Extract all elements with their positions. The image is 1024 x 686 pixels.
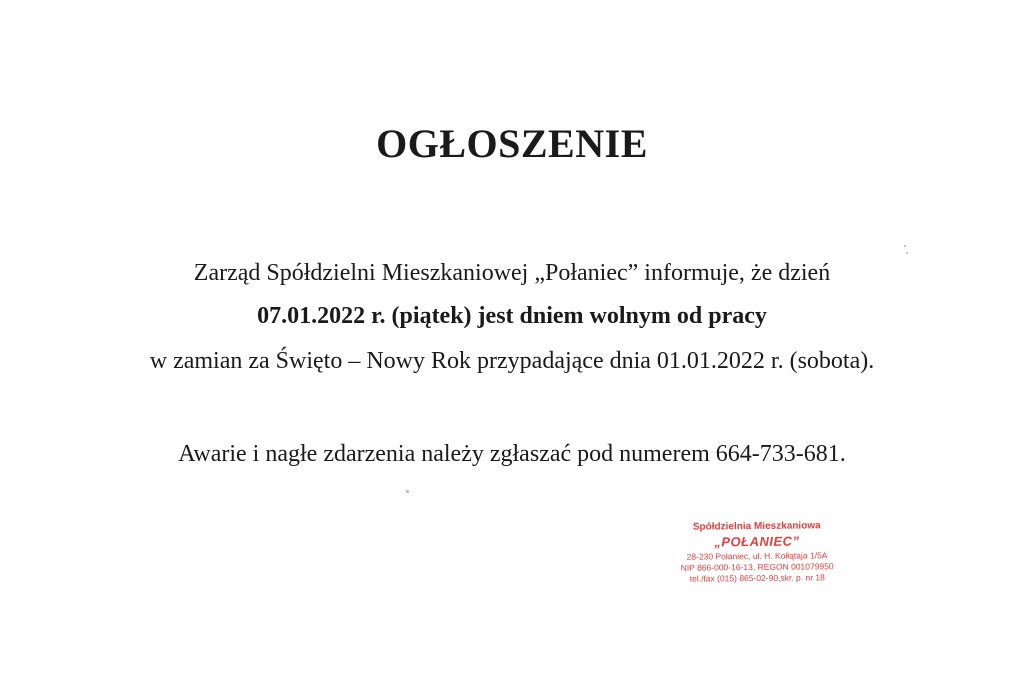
notice-line-reason: w zamian za Święto – Nowy Rok przypadające dnia 01.01.2022 r. (sobota). <box>149 348 875 374</box>
notice-line-intro: Zarząd Spółdzielni Mieszkaniowej „Połaniec” informuje, że dzień <box>193 260 831 286</box>
scan-speck <box>906 252 908 254</box>
stamp-organization: Spółdzielnia Mieszkaniowa <box>692 520 821 533</box>
company-stamp <box>672 519 843 585</box>
stamp-registry: NIP 866-000-16-13, REGON 001079950 <box>680 561 834 573</box>
notice-title: OGŁOSZENIE <box>376 121 648 166</box>
stamp-name: „POŁANIEC” <box>714 533 800 550</box>
notice-line-day-off: 07.01.2022 r. (piątek) jest dniem wolnym od pracy <box>257 303 767 329</box>
stamp-address: 28-230 Połaniec, ul. H. Kołłątaja 1/5A <box>686 550 828 562</box>
notice-line-emergency: Awarie i nagłe zdarzenia należy zgłaszać pod numerem 664-733-681. <box>178 441 846 467</box>
scan-speck <box>406 490 409 493</box>
stamp-contact: tel./fax (015) 865-02-90,skr. p. nr 18 <box>689 572 825 584</box>
scan-speck <box>904 245 906 247</box>
